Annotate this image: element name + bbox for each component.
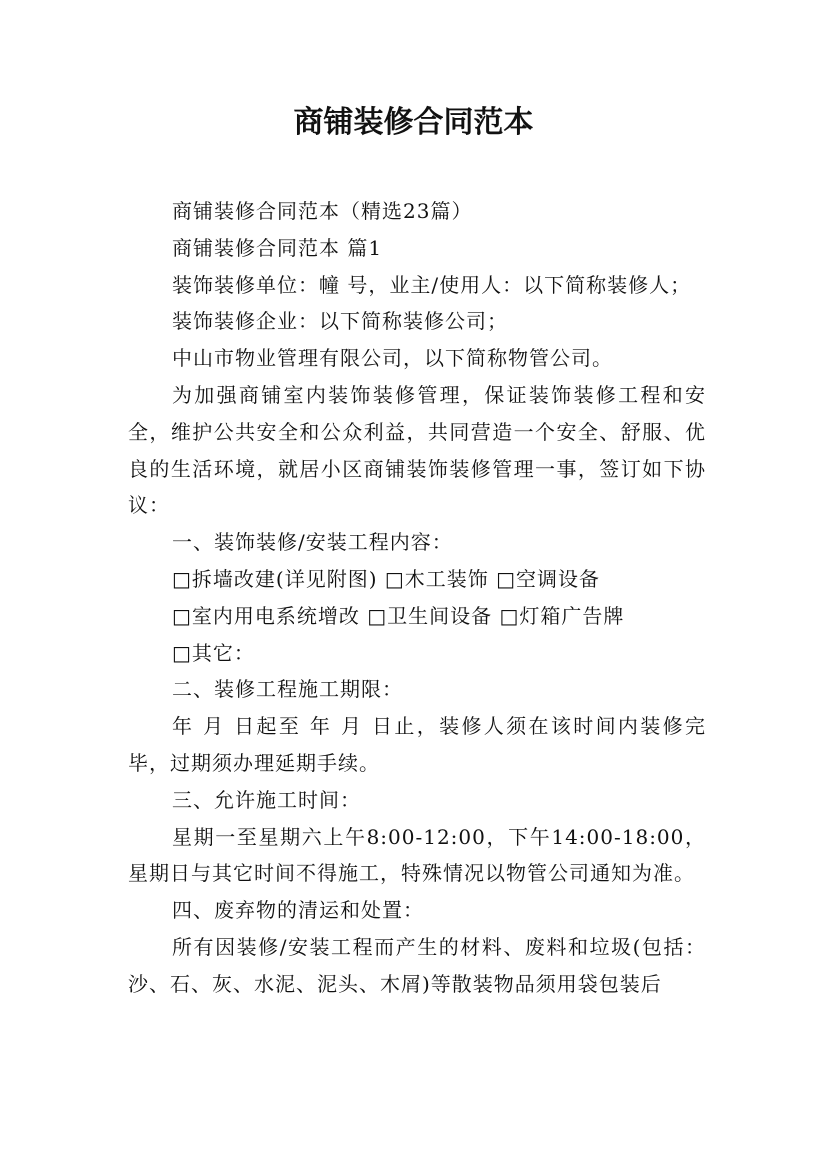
section-heading-4: 四、废弃物的清运和处置：	[172, 898, 424, 923]
paragraph-period: 年 月 日起至 年 月 日止，装修人须在该时间内装修完毕，过期须办理延期手续。	[128, 714, 706, 775]
paragraph-intro: 商铺装修合同范本（精选23篇）	[172, 199, 473, 223]
checkbox-line-3: □其它：	[172, 640, 255, 665]
document-title: 商铺装修合同范本	[293, 105, 534, 140]
section-heading-1: 一、装饰装修/安装工程内容：	[172, 530, 453, 555]
checkbox-line-2: □室内用电系统增改 □卫生间设备 □灯箱广告牌	[172, 603, 625, 628]
document-body	[128, 193, 706, 1003]
paragraph-property-company: 中山市物业管理有限公司，以下简称物管公司。	[172, 346, 613, 371]
section-heading-3: 三、允许施工时间：	[172, 787, 361, 812]
paragraph-decoration-unit: 装饰装修单位：幢 号，业主/使用人：以下简称装修人；	[172, 272, 692, 297]
paragraph-chapter-heading: 商铺装修合同范本 篇1	[172, 235, 383, 260]
paragraph-work-hours: 星期一至星期六上午8:00-12:00，下午14:00-18:00，星期日与其它时间不得施工，特殊情况以物管公司通知为准。	[128, 824, 706, 886]
paragraph-decoration-company: 装饰装修企业：以下简称装修公司；	[172, 309, 508, 334]
paragraph-purpose: 为加强商铺室内装饰装修管理，保证装饰装修工程和安全，维护公共安全和公众利益，共同营造一个安全、舒服、优良的生活环境，就居小区商铺装饰装修管理一事，签订如下协议：	[128, 382, 706, 518]
section-heading-2: 二、装修工程施工期限：	[172, 677, 403, 702]
paragraph-waste: 所有因装修/安装工程而产生的材料、废料和垃圾(包括：沙、石、灰、水泥、泥头、木屑)等散装物品须用袋包装后	[128, 934, 706, 996]
checkbox-line-1: □拆墙改建(详见附图) □木工装饰 □空调设备	[172, 566, 601, 591]
